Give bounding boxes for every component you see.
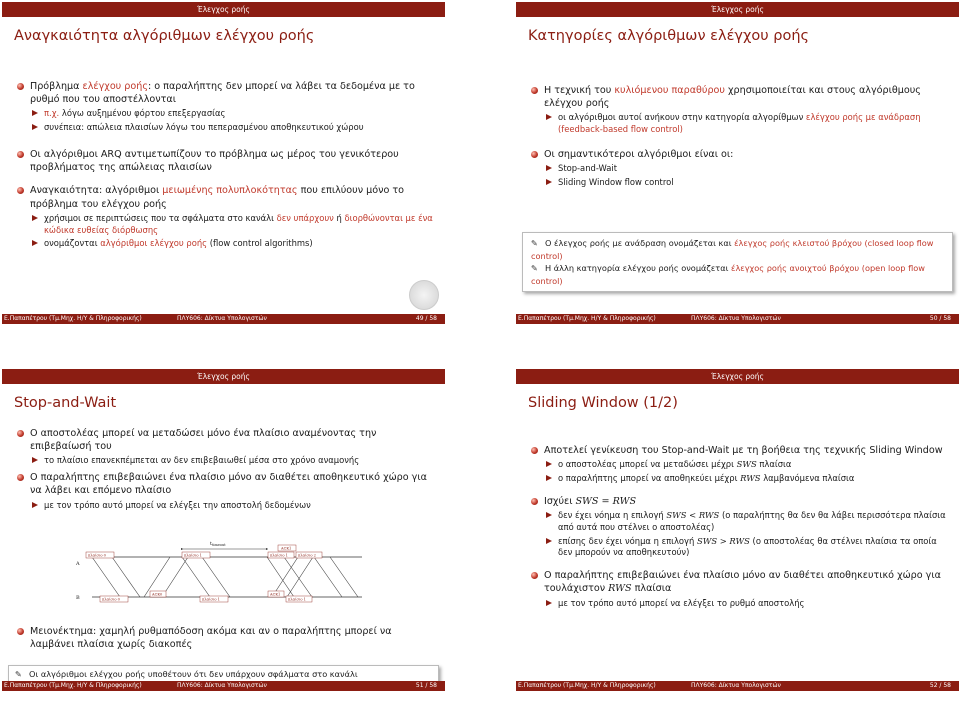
sub-bullet: συνέπεια: απώλεια πλαισίων λόγω του πεπερασμένου αποθηκευτικού χώρου <box>30 122 435 134</box>
svg-text:πλαίσιο 1: πλαίσιο 1 <box>184 553 202 558</box>
section-header: Έλεγχος ροής <box>516 2 959 17</box>
slide-49 <box>2 2 445 324</box>
bullet: Ο παραλήπτης επιβεβαιώνει ένα πλαίσιο μόνο αν διαθέτει αποθηκευτικό χώρο για να λάβει και επόμενο πλαίσιο με τον τρόπο αυτό μπορεί να ελέγξει την αποστολή δεδομένων <box>14 471 435 511</box>
slide-title: Αναγκαιότητα αλγόριθμων ελέγχου ροής <box>14 28 315 44</box>
sub-bullet: Stop-and-Wait <box>544 163 949 175</box>
sub-bullet: οι αλγόριθμοι αυτοί ανήκουν στην κατηγορία αλγορίθμων ελέγχου ροής με ανάδραση (feedback-based flow control) <box>544 112 949 136</box>
svg-text:πλαίσιο 1: πλαίσιο 1 <box>202 597 220 602</box>
slide-title: Κατηγορίες αλγόριθμων ελέγχου ροής <box>528 28 810 44</box>
bullet: Ισχύει SWS = RWS δεν έχει νόημα η επιλογή SWS < RWS (ο παραλήπτης θα δεν θα λάβει περισσότερα πλαίσια από αυτά που στέλνει ο αποστολέας) επίσης δεν έχει νόημα η επιλογή SWS > RWS (ο αποστολέας θα στέλνει πλαίσια τα οποία δεν μπορούν να αποθηκευτούν) <box>528 495 949 559</box>
bullet: Ο παραλήπτης επιβεβαιώνει ένα πλαίσιο μόνο αν διαθέτει αποθηκευτικό χώρο για τουλάχιστον RWS πλαίσια με τον τρόπο αυτό μπορεί να ελέγξει το ρυθμό αποστολής <box>528 569 949 609</box>
pencil-icon: ✎ <box>15 669 22 679</box>
station-label-a: A <box>76 561 80 567</box>
stop-and-wait-diagram <box>72 539 362 617</box>
slide-50 <box>516 2 959 324</box>
section-header: Έλεγχος ροής <box>2 2 445 17</box>
sub-bullet: ο παραλήπτης μπορεί να αποθηκεύει μέχρι RWS λαμβανόμενα πλαίσια <box>544 473 949 485</box>
page-number: 50 / 58 <box>929 315 951 322</box>
page-number: 49 / 58 <box>415 315 437 322</box>
pencil-icon: ✎ <box>531 238 538 248</box>
footer: Ε.Παπαπέτρου (Τμ.Μηχ. Η/Υ & Πληροφορικής) ΠΛΥ606: Δίκτυα Υπολογιστών 50 / 58 <box>516 314 959 324</box>
footer: Ε.Παπαπέτρου (Τμ.Μηχ. Η/Υ & Πληροφορικής) ΠΛΥ606: Δίκτυα Υπολογιστών 51 / 58 <box>2 681 445 691</box>
sub-bullet: π.χ. λόγω αυξημένου φόρτου επεξεργασίας <box>30 108 435 120</box>
sub-bullet: ονομάζονται αλγόριθμοι ελέγχου ροής (flow control algorithms) <box>30 238 435 250</box>
svg-text:πλαίσιο 0: πλαίσιο 0 <box>102 597 120 602</box>
sub-bullet: επίσης δεν έχει νόημα η επιλογή SWS > RWS (ο αποστολέας θα στέλνει πλαίσια τα οποία δεν μπορούν να αποθηκευτούν) <box>544 536 949 560</box>
sub-bullet: το πλαίσιο επανεκπέμπεται αν δεν επιβεβαιωθεί μέσα στο χρόνο αναμονής <box>30 455 435 467</box>
svg-text:πλαίσιο 1: πλαίσιο 1 <box>288 597 306 602</box>
timeout-label: $t_{timeout}$ <box>210 541 226 547</box>
svg-text:ACK1: ACK1 <box>270 592 281 597</box>
svg-text:ACK1: ACK1 <box>281 546 292 551</box>
bullet: Μειονέκτημα: χαμηλή ρυθμαπόδοση ακόμα και αν ο παραλήπτης μπορεί να λαμβάνει πλαίσια χωρίς διακοπές <box>14 625 435 651</box>
svg-text:πλαίσιο 2: πλαίσιο 2 <box>298 553 316 558</box>
slide-title: Stop-and-Wait <box>14 395 117 411</box>
page-number: 51 / 58 <box>415 682 437 689</box>
bullet: Αναγκαιότητα: αλγόριθμοι μειωμένης πολυπλοκότητας που επιλύουν μόνο το πρόβλημα του ελέγχου ροής χρήσιμοι σε περιπτώσεις που τα σφάλματα στο κανάλι δεν υπάρχουν ή διορθώνονται με ένα κώδικα ευθείας διόρθωσης ονομάζονται αλγόριθμοι ελέγχου ροής (flow control algorithms) <box>14 184 435 250</box>
sub-bullet: χρήσιμοι σε περιπτώσεις που τα σφάλματα στο κανάλι δεν υπάρχουν ή διορθώνονται με ένα κώδικα ευθείας διόρθωσης <box>30 213 435 237</box>
page-number: 52 / 58 <box>929 682 951 689</box>
slide-52 <box>516 369 959 691</box>
bullet: Οι αλγόριθμοι ARQ αντιμετωπίζουν το πρόβλημα ως μέρος του γενικότερου προβλήματος της απώλειας πλαισίων <box>14 148 435 174</box>
sub-bullet: δεν έχει νόημα η επιλογή SWS < RWS (ο παραλήπτης θα δεν θα λάβει περισσότερα πλαίσια από αυτά που στέλνει ο αποστολέας) <box>544 510 949 534</box>
slide-title: Sliding Window (1/2) <box>528 395 678 411</box>
bullet: Πρόβλημα ελέγχου ροής: ο παραλήπτης δεν μπορεί να λάβει τα δεδομένα με το ρυθμό που του αποστέλλονται π.χ. λόγω αυξημένου φόρτου επεξεργασίας συνέπεια: απώλεια πλαισίων λόγω του πεπερασμένου αποθηκευτικού χώρου <box>14 80 435 134</box>
svg-text:ACK0: ACK0 <box>152 592 163 597</box>
sub-bullet: ο αποστολέας μπορεί να μεταδώσει μέχρι SWS πλαίσια <box>544 459 949 471</box>
footer: Ε.Παπαπέτρου (Τμ.Μηχ. Η/Υ & Πληροφορικής) ΠΛΥ606: Δίκτυα Υπολογιστών 49 / 58 <box>2 314 445 324</box>
bullet: Αποτελεί γενίκευση του Stop-and-Wait με τη βοήθεια της τεχνικής Sliding Window ο αποστολέας μπορεί να μεταδώσει μέχρι SWS πλαίσια ο παραλήπτης μπορεί να αποθηκεύει μέχρι RWS λαμβανόμενα πλαίσια <box>528 444 949 485</box>
note-box: ✎ Οι αλγόριθμοι ελέγχου ροής υποθέτουν ότι δεν υπάρχουν σφάλματα στο κανάλι <box>8 665 439 684</box>
pencil-icon: ✎ <box>531 263 538 273</box>
sub-bullet: με τον τρόπο αυτό μπορεί να ελέγξει το ρυθμό αποστολής <box>544 598 949 610</box>
bullet: Η τεχνική του κυλιόμενου παραθύρου χρησιμοποιείται και στους αλγόριθμους ελέγχου ροής οι αλγόριθμοι αυτοί ανήκουν στην κατηγορία αλγορίθμων ελέγχου ροής με ανάδραση (feedback-based flow control) <box>528 84 949 136</box>
svg-text:πλαίσιο 1: πλαίσιο 1 <box>270 553 288 558</box>
bullet: Οι σημαντικότεροι αλγόριθμοι είναι οι: Stop-and-Wait Sliding Window flow control <box>528 148 949 189</box>
sub-bullet: Sliding Window flow control <box>544 177 949 189</box>
university-logo <box>409 280 439 310</box>
footer: Ε.Παπαπέτρου (Τμ.Μηχ. Η/Υ & Πληροφορικής) ΠΛΥ606: Δίκτυα Υπολογιστών 52 / 58 <box>516 681 959 691</box>
station-label-b: B <box>76 595 80 601</box>
note-box: ✎ Ο έλεγχος ροής με ανάδραση ονομάζεται και έλεγχος ροής κλειστού βρόχου (closed loop flow control) ✎ Η άλλη κατηγορία ελέγχου ροής ονομάζεται έλεγχος ροής ανοιχτού βρόχου (open loop flow control) <box>522 232 953 292</box>
section-header: Έλεγχος ροής <box>2 369 445 384</box>
sub-bullet: με τον τρόπο αυτό μπορεί να ελέγξει την αποστολή δεδομένων <box>30 500 435 512</box>
svg-text:πλαίσιο 0: πλαίσιο 0 <box>88 553 106 558</box>
slide-51 <box>2 369 445 691</box>
section-header: Έλεγχος ροής <box>516 369 959 384</box>
bullet: Ο αποστολέας μπορεί να μεταδώσει μόνο ένα πλαίσιο αναμένοντας την επιβεβαίωσή του το πλαίσιο επανεκπέμπεται αν δεν επιβεβαιωθεί μέσα στο χρόνο αναμονής <box>14 427 435 467</box>
